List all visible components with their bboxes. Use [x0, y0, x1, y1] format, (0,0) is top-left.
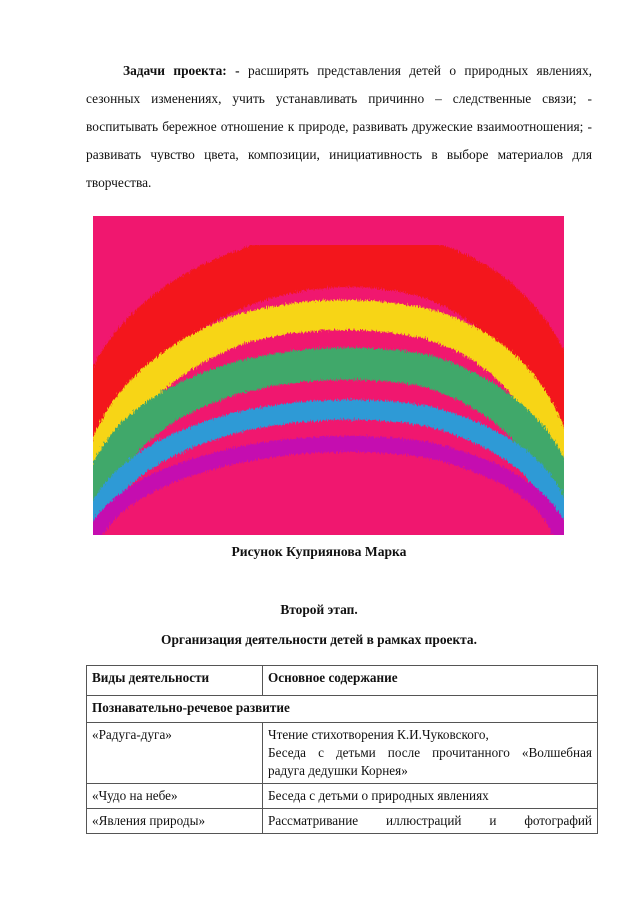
project-tasks-paragraph — [86, 57, 592, 197]
content-cell — [263, 809, 598, 834]
activity-cell: «Явления природы» — [87, 809, 263, 834]
rainbow-drawing — [93, 216, 564, 535]
table-row — [87, 723, 598, 784]
table-header-row — [87, 666, 598, 696]
header-main-content: Основное содержание — [263, 666, 598, 696]
content-line: Беседа с детьми о природных явлениях — [268, 788, 489, 803]
drawing-caption: Рисунок Куприянова Марка — [231, 544, 407, 559]
activities-table — [86, 665, 598, 834]
content-line: радуга дедушки Корнея» — [268, 763, 408, 778]
table-row — [87, 809, 598, 834]
stage-subtitle: Организация деятельности детей в рамках проекта. — [161, 632, 477, 647]
activity-cell: «Чудо на небе» — [87, 784, 263, 809]
content-cell — [263, 723, 598, 784]
header-activity-types: Виды деятельности — [87, 666, 263, 696]
content-line: Чтение стихотворения К.И.Чуковского, — [268, 727, 489, 742]
content-line: Беседа с детьми после прочитанного «Волшебная — [268, 745, 592, 760]
table-section-row — [87, 696, 598, 723]
table-row — [87, 784, 598, 809]
section-title: Познавательно-речевое развитие — [87, 696, 598, 723]
activity-cell: «Радуга-дуга» — [87, 723, 263, 784]
project-tasks-text: расширять представления детей о природных явлениях, сезонных изменениях, учить устанавливать причинно – следственные связи; - воспитывать бережное отношение к природе, развивать дружеские взаимоотношения; - развивать чувство цвета, композиции, инициативность в выборе материалов для творчества. — [86, 63, 592, 190]
stage-title: Второй этап. — [280, 602, 358, 617]
project-tasks-lead: Задачи проекта: - — [123, 63, 240, 78]
content-line: Рассматривание иллюстраций и фотографий — [268, 813, 592, 828]
content-cell — [263, 784, 598, 809]
